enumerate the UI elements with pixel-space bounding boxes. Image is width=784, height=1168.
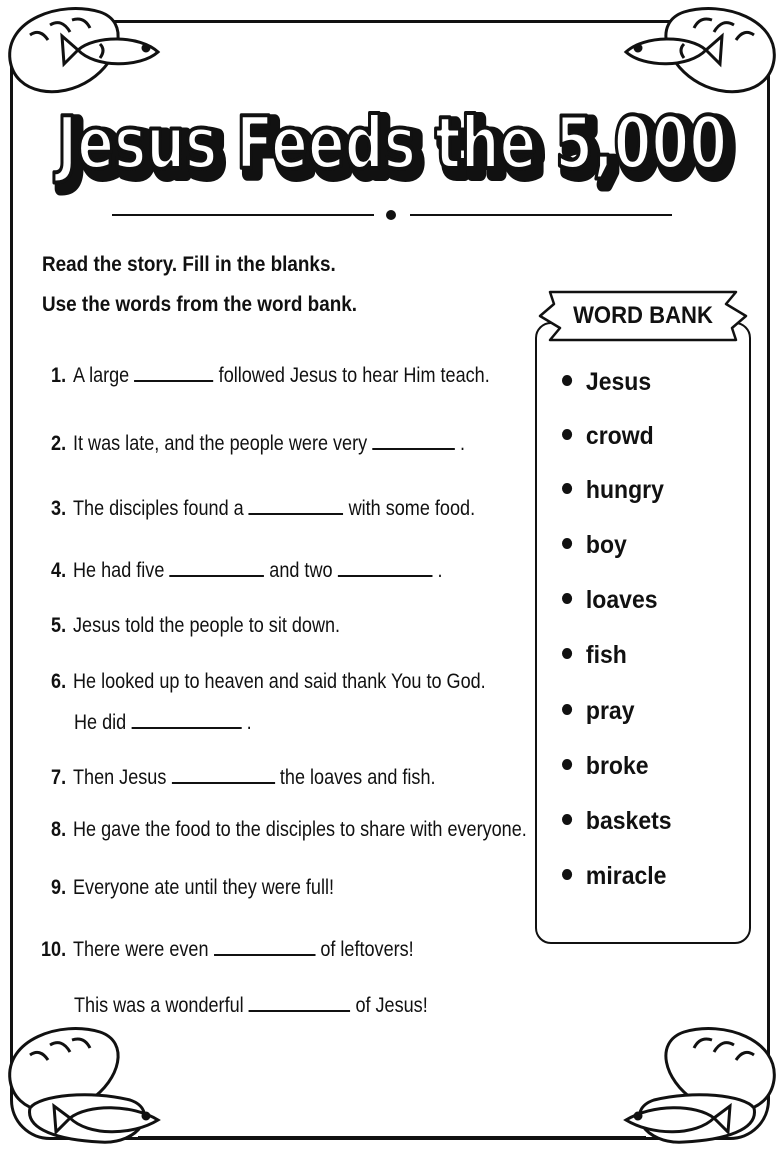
answer-blank[interactable] xyxy=(249,990,350,1012)
question-7: 7. Then Jesus the loaves and fish. xyxy=(30,762,436,790)
question-1: 1. A large followed Jesus to hear Him teach. xyxy=(30,360,490,388)
word-bank-item: hungry xyxy=(562,476,664,505)
word-bank-item: loaves xyxy=(562,586,658,615)
word-bank-item: miracle xyxy=(562,862,666,891)
answer-blank[interactable] xyxy=(338,555,433,577)
word-bank-item: crowd xyxy=(562,422,654,451)
bread-and-fish-icon xyxy=(614,1020,784,1150)
answer-blank[interactable] xyxy=(372,428,455,450)
instructions-line-1: Read the story. Fill in the blanks. xyxy=(42,253,336,276)
question-6-continued: He did . xyxy=(74,707,252,735)
bottom-divider xyxy=(138,1136,646,1138)
closing-line: This was a wonderful of Jesus! xyxy=(74,990,428,1018)
answer-blank[interactable] xyxy=(170,555,265,577)
question-2: 2. It was late, and the people were very . xyxy=(30,428,465,456)
question-9: 9. Everyone ate until they were full! xyxy=(51,876,335,899)
word-bank-item: baskets xyxy=(562,807,672,836)
svg-text:Jesus Feeds the 5,000: Jesus Feeds the 5,000 xyxy=(59,107,734,191)
word-bank-item: broke xyxy=(562,752,649,781)
question-3: 3. The disciples found a with some food. xyxy=(30,493,475,521)
answer-blank[interactable] xyxy=(134,360,213,382)
word-bank-item: boy xyxy=(562,531,627,560)
question-4: 4. He had five and two . xyxy=(30,555,442,583)
question-5: 5. Jesus told the people to sit down. xyxy=(51,614,341,637)
word-bank-item: fish xyxy=(562,641,627,670)
bread-and-fish-icon xyxy=(0,1020,170,1150)
question-8: 8. He gave the food to the disciples to share with everyone. xyxy=(51,818,527,841)
svg-text:Jesus Feeds the 5,000: Jesus Feeds the 5,000 xyxy=(53,101,728,185)
answer-blank[interactable] xyxy=(172,762,275,784)
answer-blank[interactable] xyxy=(131,707,241,729)
question-10: 10. There were even of leftovers! xyxy=(30,934,414,962)
answer-blank[interactable] xyxy=(214,934,315,956)
word-bank-item: Jesus xyxy=(562,368,651,397)
title-divider xyxy=(112,210,672,220)
page-title xyxy=(0,92,784,202)
question-6: 6. He looked up to heaven and said thank You to God. xyxy=(51,670,486,693)
answer-blank[interactable] xyxy=(249,493,344,515)
word-bank-title: WORD BANK xyxy=(536,288,750,344)
instructions-line-2: Use the words from the word bank. xyxy=(42,293,358,316)
word-bank-box xyxy=(535,322,751,944)
word-bank-item: pray xyxy=(562,697,635,726)
